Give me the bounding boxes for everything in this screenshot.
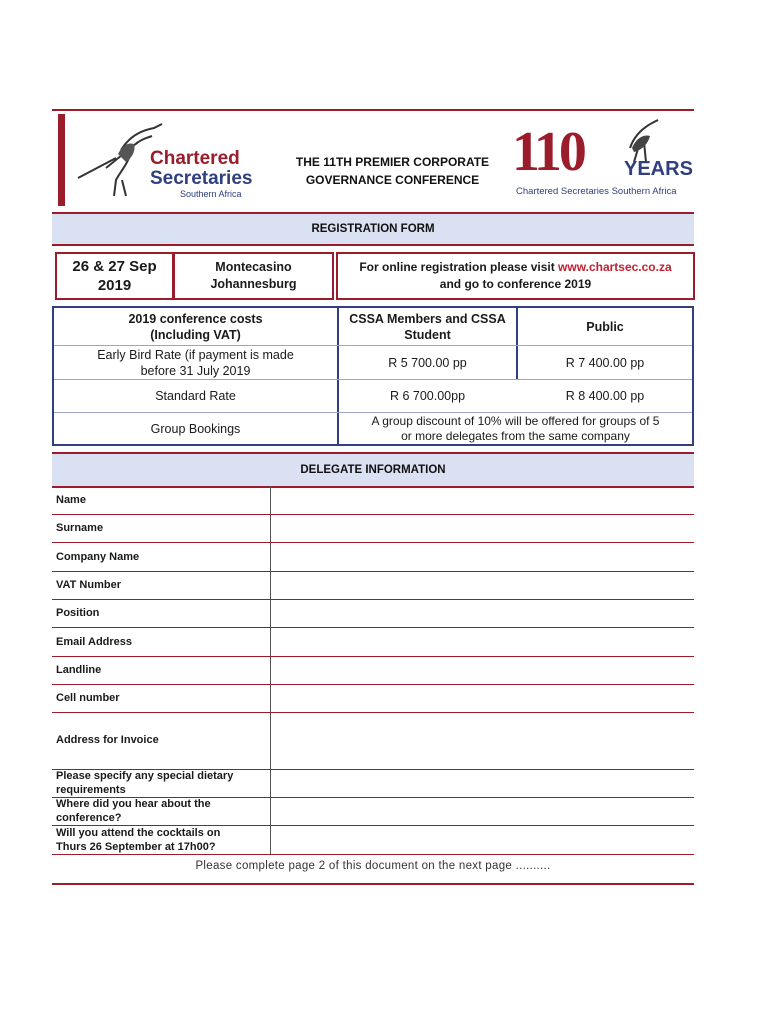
email-address-input[interactable] bbox=[270, 628, 694, 656]
years-text: YEARS bbox=[624, 158, 693, 180]
cocktails-label-line1: Will you attend the cocktails on bbox=[56, 827, 221, 839]
registration-form-band: REGISTRATION FORM bbox=[52, 212, 694, 246]
referral-label-line1: Where did you hear about the bbox=[56, 798, 211, 810]
venue-line1: Montecasino bbox=[215, 260, 292, 274]
event-date-box bbox=[55, 252, 174, 300]
field-row-position bbox=[52, 600, 694, 628]
field-row-dietary bbox=[52, 770, 694, 798]
group-bookings-label: Group Bookings bbox=[150, 421, 241, 436]
logo-red-bar bbox=[58, 114, 65, 206]
field-label-address: Address for Invoice bbox=[56, 734, 159, 746]
field-row-referral bbox=[52, 798, 694, 826]
event-date-line1: 26 & 27 Sep bbox=[72, 258, 157, 275]
surname-input[interactable] bbox=[270, 515, 694, 542]
dietary-label-line1: Please specify any special dietary bbox=[56, 770, 234, 782]
110-number: 110 bbox=[512, 121, 584, 183]
group-discount-line1: A group discount of 10% will be offered for groups of 5 bbox=[371, 413, 660, 428]
members-header bbox=[339, 308, 516, 345]
online-registration-box bbox=[336, 252, 695, 300]
footer-note: Please complete page 2 of this document on the next page .......... bbox=[195, 860, 551, 872]
early-bird-public-price: R 7 400.00 pp bbox=[565, 355, 645, 370]
field-row-landline bbox=[52, 657, 694, 685]
header-top-rule bbox=[52, 109, 694, 111]
field-label-company: Company Name bbox=[56, 551, 140, 563]
field-row-cocktails bbox=[52, 826, 694, 855]
registration-url-link[interactable]: www.chartsec.co.za bbox=[558, 260, 672, 274]
early-bird-label-line1: Early Bird Rate (if payment is made bbox=[97, 347, 294, 362]
members-header-line1: CSSA Members and CSSA bbox=[349, 311, 506, 326]
invoice-address-input[interactable] bbox=[270, 713, 694, 769]
standard-member-price: R 6 700.00pp bbox=[389, 389, 466, 403]
conference-title bbox=[280, 153, 505, 189]
vat-number-input[interactable] bbox=[270, 572, 694, 599]
landline-input[interactable] bbox=[270, 657, 694, 684]
event-date-line2: 2019 bbox=[97, 277, 132, 294]
logo-chartered-text: Chartered bbox=[150, 148, 240, 169]
costs-header-line2: (Including VAT) bbox=[150, 327, 241, 342]
name-input[interactable] bbox=[270, 486, 694, 514]
early-bird-member-price: R 5 700.00 pp bbox=[388, 355, 467, 370]
costs-header-label bbox=[54, 308, 337, 345]
group-discount-note bbox=[339, 413, 692, 444]
cocktails-attendance-input[interactable] bbox=[270, 826, 694, 854]
logo-secretaries-text: Secretaries bbox=[150, 168, 253, 189]
field-row-email bbox=[52, 628, 694, 657]
position-input[interactable] bbox=[270, 600, 694, 627]
110-years-logo bbox=[512, 118, 692, 203]
field-label-name: Name bbox=[56, 494, 86, 506]
cell-number-input[interactable] bbox=[270, 685, 694, 712]
standard-rate-label: Standard Rate bbox=[155, 389, 236, 403]
conference-costs-table bbox=[52, 306, 694, 446]
field-label-referral bbox=[56, 798, 211, 825]
field-row-cell bbox=[52, 685, 694, 713]
referral-label-line2: conference? bbox=[56, 811, 122, 824]
early-bird-label bbox=[54, 346, 337, 379]
field-label-position: Position bbox=[56, 607, 100, 619]
field-label-dietary bbox=[56, 770, 233, 797]
field-label-vat: VAT Number bbox=[56, 579, 121, 591]
early-bird-label-line2: before 31 July 2019 bbox=[140, 363, 251, 378]
online-registration-prefix: For online registration please visit bbox=[359, 260, 559, 274]
field-label-cell: Cell number bbox=[56, 692, 120, 704]
field-label-email: Email Address bbox=[56, 636, 133, 648]
field-row-vat bbox=[52, 572, 694, 600]
public-header: Public bbox=[586, 319, 624, 334]
conference-title-line1: THE 11TH PREMIER CORPORATE bbox=[295, 155, 490, 169]
online-registration-line2: and go to conference 2019 bbox=[439, 277, 592, 291]
event-venue-box bbox=[173, 252, 334, 300]
cocktails-label-line2: Thurs 26 September at 17h00? bbox=[56, 840, 216, 853]
dietary-requirements-input[interactable] bbox=[270, 770, 694, 797]
group-discount-line2: or more delegates from the same company bbox=[401, 428, 630, 443]
venue-line2: Johannesburg bbox=[210, 277, 297, 291]
field-row-name bbox=[52, 486, 694, 515]
members-header-line2: Student bbox=[404, 327, 451, 342]
field-row-company bbox=[52, 543, 694, 572]
logo-southern-africa-text: Southern Africa bbox=[180, 189, 242, 199]
online-registration-line1 bbox=[359, 259, 671, 276]
field-label-landline: Landline bbox=[56, 664, 102, 676]
heard-about-input[interactable] bbox=[270, 798, 694, 825]
field-row-surname bbox=[52, 515, 694, 543]
field-label-cocktails bbox=[56, 827, 220, 854]
field-row-address bbox=[52, 713, 694, 770]
standard-public-price: R 8 400.00 pp bbox=[565, 389, 645, 403]
dietary-label-line2: requirements bbox=[56, 783, 126, 796]
cssa-logo bbox=[58, 114, 263, 206]
field-label-surname: Surname bbox=[56, 522, 104, 534]
conference-title-line2: GOVERNANCE CONFERENCE bbox=[305, 173, 480, 187]
costs-header-line1: 2019 conference costs bbox=[128, 311, 263, 326]
logo-right-subtitle: Chartered Secretaries Southern Africa bbox=[516, 186, 677, 197]
company-name-input[interactable] bbox=[270, 543, 694, 571]
delegate-information-band: DELEGATE INFORMATION bbox=[52, 452, 694, 488]
footer-rule bbox=[52, 883, 694, 885]
